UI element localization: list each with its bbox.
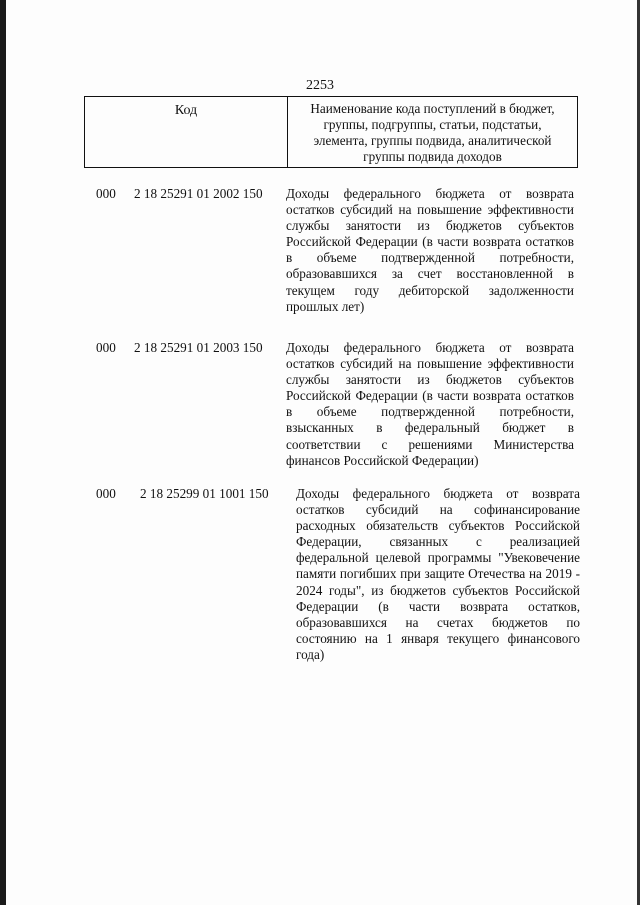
- revenue-code: 2 18 25291 01 2002 150: [134, 186, 263, 201]
- revenue-code: 2 18 25299 01 1001 150: [140, 486, 269, 501]
- revenue-name: Доходы федерального бюджета от возврата остатков субсидий на повышение эффективности службы занятости из бюджетов субъектов Российской Федерации (в части возврата остатков в объеме подтвержденной потребности, образовавшихся за счет восстановленной в текущем году дебиторской задолженности прошлых лет): [286, 186, 574, 314]
- admin-code: 000: [96, 486, 116, 501]
- revenue-name: Доходы федерального бюджета от возврата остатков субсидий на повышение эффективности службы занятости из бюджетов субъектов Российской Федерации (в части возврата остатков в объеме подтвержденной потребности, взысканных в федеральный бюджет в соответствии с решениями Министерства финансов Российской Федерации): [286, 340, 574, 468]
- header-name-cell: Наименование кода поступлений в бюджет, группы, подгруппы, статьи, подстатьи, элемента, группы подвида, аналитической группы подвида доходов: [288, 97, 578, 167]
- table-header: [84, 96, 578, 168]
- revenue-code: 2 18 25291 01 2003 150: [134, 340, 263, 355]
- scan-edge-left: [0, 0, 6, 905]
- page-number: 2253: [306, 78, 334, 93]
- revenue-name: Доходы федерального бюджета от возврата остатков субсидий на софинансирование расходных обязательств субъектов Российской Федерации, связанных с реализацией федеральной целевой программы "Увековечение памяти погибших при защите Отечества на 2019 - 2024 годы", из бюджетов субъектов Российской Федерации (в части возврата остатков, образовавшихся на счетах бюджетов по состоянию на 1 января текущего финансового года): [296, 486, 580, 662]
- admin-code: 000: [96, 340, 116, 355]
- header-code-cell: Код: [84, 97, 288, 167]
- admin-code: 000: [96, 186, 116, 201]
